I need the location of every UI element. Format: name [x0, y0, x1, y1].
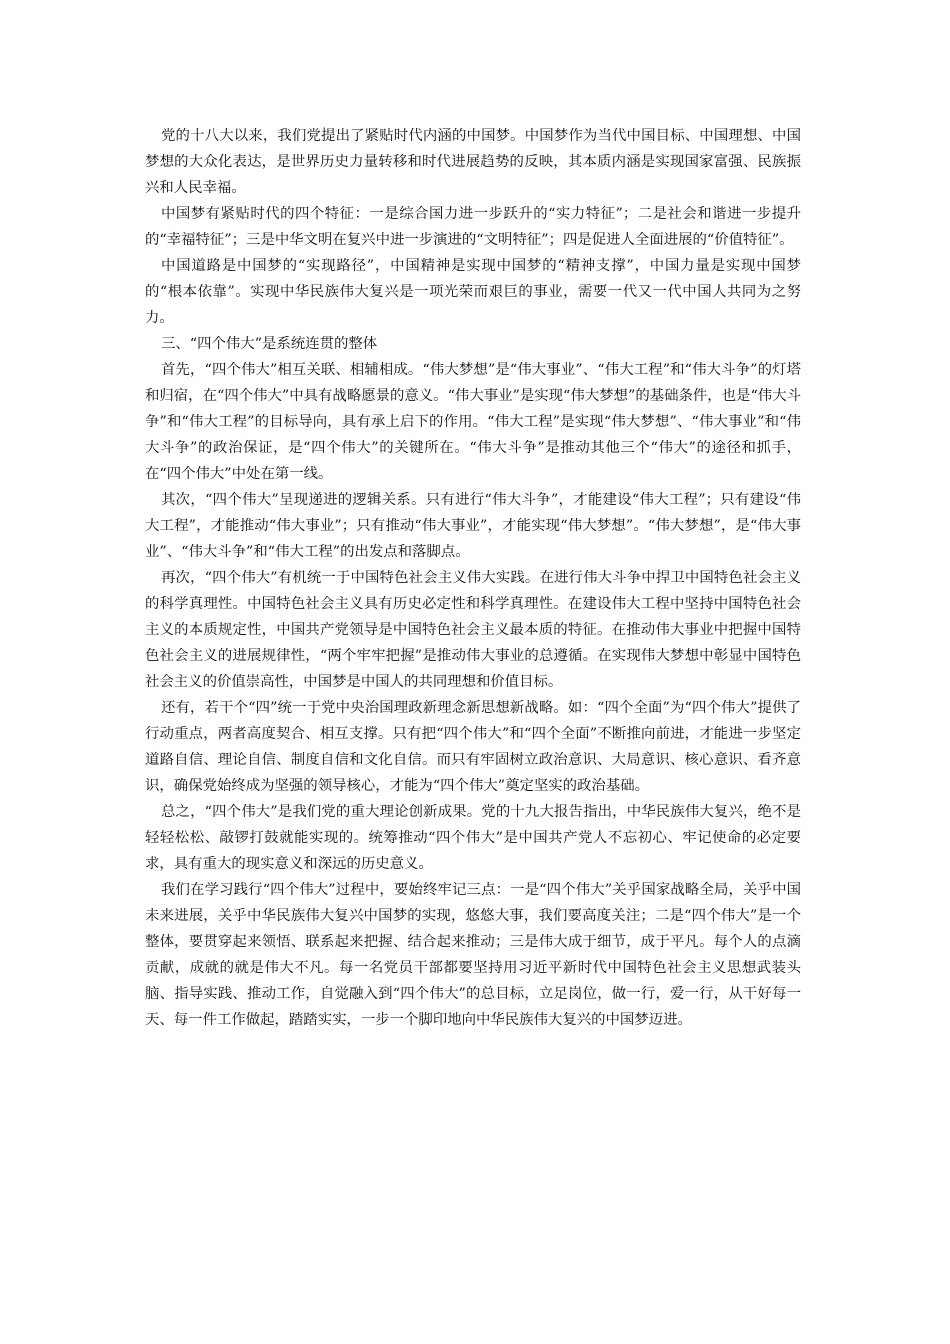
paragraph-chinese-dream-intro: 党的十八大以来，我们党提出了紧贴时代内涵的中国梦。中国梦作为当代中国目标、中国理想、中国梦想的大众化表达，是世界历史力量转移和时代进展趋势的反映，其本质内涵是实现国家富强、民族振兴和人民幸福。 [145, 128, 801, 196]
document-body [145, 123, 801, 1033]
paragraph-moreover: 还有，若干个“四”统一于党中央治国理政新理念新思想新战略。如：“四个全面”为“四个伟大”提供了行动重点，两者高度契合、相互支撑。只有把“四个伟大”和“四个全面”不断推向前进，才能进一步坚定道路自信、理论自信、制度自信和文化自信。而只有牢固树立政治意识、大局意识、核心意识、看齐意识，确保党始终成为坚强的领导核心，才能为“四个伟大”奠定坚实的政治基础。 [145, 700, 801, 794]
paragraph-four-characteristics: 中国梦有紧贴时代的四个特征：一是综合国力进一步跃升的“实力特征”；二是社会和谐进一步提升的“幸福特征”；三是中华文明在复兴中进一步演进的“文明特征”；四是促进人全面进展的“价值特征”。 [145, 206, 801, 248]
paragraph-thirdly: 再次，“四个伟大”有机统一于中国特色社会主义伟大实践。在进行伟大斗争中捍卫中国特色社会主义的科学真理性。中国特色社会主义具有历史必定性和科学真理性。在建设伟大工程中坚持中国特色社会主义的本质规定性，中国共产党领导是中国特色社会主义最本质的特征。在推动伟大事业中把握中国特色社会主义的进展规律性，“两个牢牢把握”是推动伟大事业的总遵循。在实现伟大梦想中彰显中国特色社会主义的价值崇高性，中国梦是中国人的共同理想和价值目标。 [145, 570, 801, 690]
paragraph-path-spirit-force: 中国道路是中国梦的“实现路径”，中国精神是实现中国梦的“精神支撑”，中国力量是实现中国梦的“根本依靠”。实现中华民族伟大复兴是一项光荣而艰巨的事业，需要一代又一代中国人共同为之努力。 [145, 258, 801, 326]
paragraph-secondly: 其次，“四个伟大”呈现递进的逻辑关系。只有进行“伟大斗争”，才能建设“伟大工程”；只有建设“伟大工程”，才能推动“伟大事业”；只有推动“伟大事业”，才能实现“伟大梦想”。“伟大梦想”，是“伟大事业”、“伟大斗争”和“伟大工程”的出发点和落脚点。 [145, 492, 801, 560]
paragraph-three-points: 我们在学习践行“四个伟大”过程中，要始终牢记三点：一是“四个伟大”关乎国家战略全局，关乎中国未来进展，关乎中华民族伟大复兴中国梦的实现，悠悠大事，我们要高度关注；二是“四个伟大”是一个整体，要贯穿起来领悟、联系起来把握、结合起来推动；三是伟大成于细节，成于平凡。每个人的点滴贡献，成就的就是伟大不凡。每一名党员干部都要坚持用习近平新时代中国特色社会主义思想武装头脑、指导实践、推动工作，自觉融入到“四个伟大”的总目标，立足岗位，做一行，爱一行，从干好每一天、每一件工作做起，踏踏实实，一步一个脚印地向中华民族伟大复兴的中国梦迈进。 [145, 882, 801, 1028]
paragraph-firstly: 首先，“四个伟大”相互关联、相辅相成。“伟大梦想”是“伟大事业”、“伟大工程”和“伟大斗争”的灯塔和归宿，在“四个伟大”中具有战略愿景的意义。“伟大事业”是实现“伟大梦想”的基础条件，也是“伟大斗争”和“伟大工程”的目标导向，具有承上启下的作用。“伟大工程”是实现“伟大梦想”、“伟大事业”和“伟大斗争”的政治保证，是“四个伟大”的关键所在。“伟大斗争”是推动其他三个“伟大”的途径和抓手，在“四个伟大”中处在第一线。 [145, 362, 801, 482]
section-heading: 三、“四个伟大”是系统连贯的整体 [161, 336, 378, 352]
paragraph-in-summary: 总之，“四个伟大”是我们党的重大理论创新成果。党的十九大报告指出，中华民族伟大复兴，绝不是轻轻松松、敲锣打鼓就能实现的。统筹推动“四个伟大”是中国共产党人不忘初心、牢记使命的必定要求，具有重大的现实意义和深远的历史意义。 [145, 804, 801, 872]
